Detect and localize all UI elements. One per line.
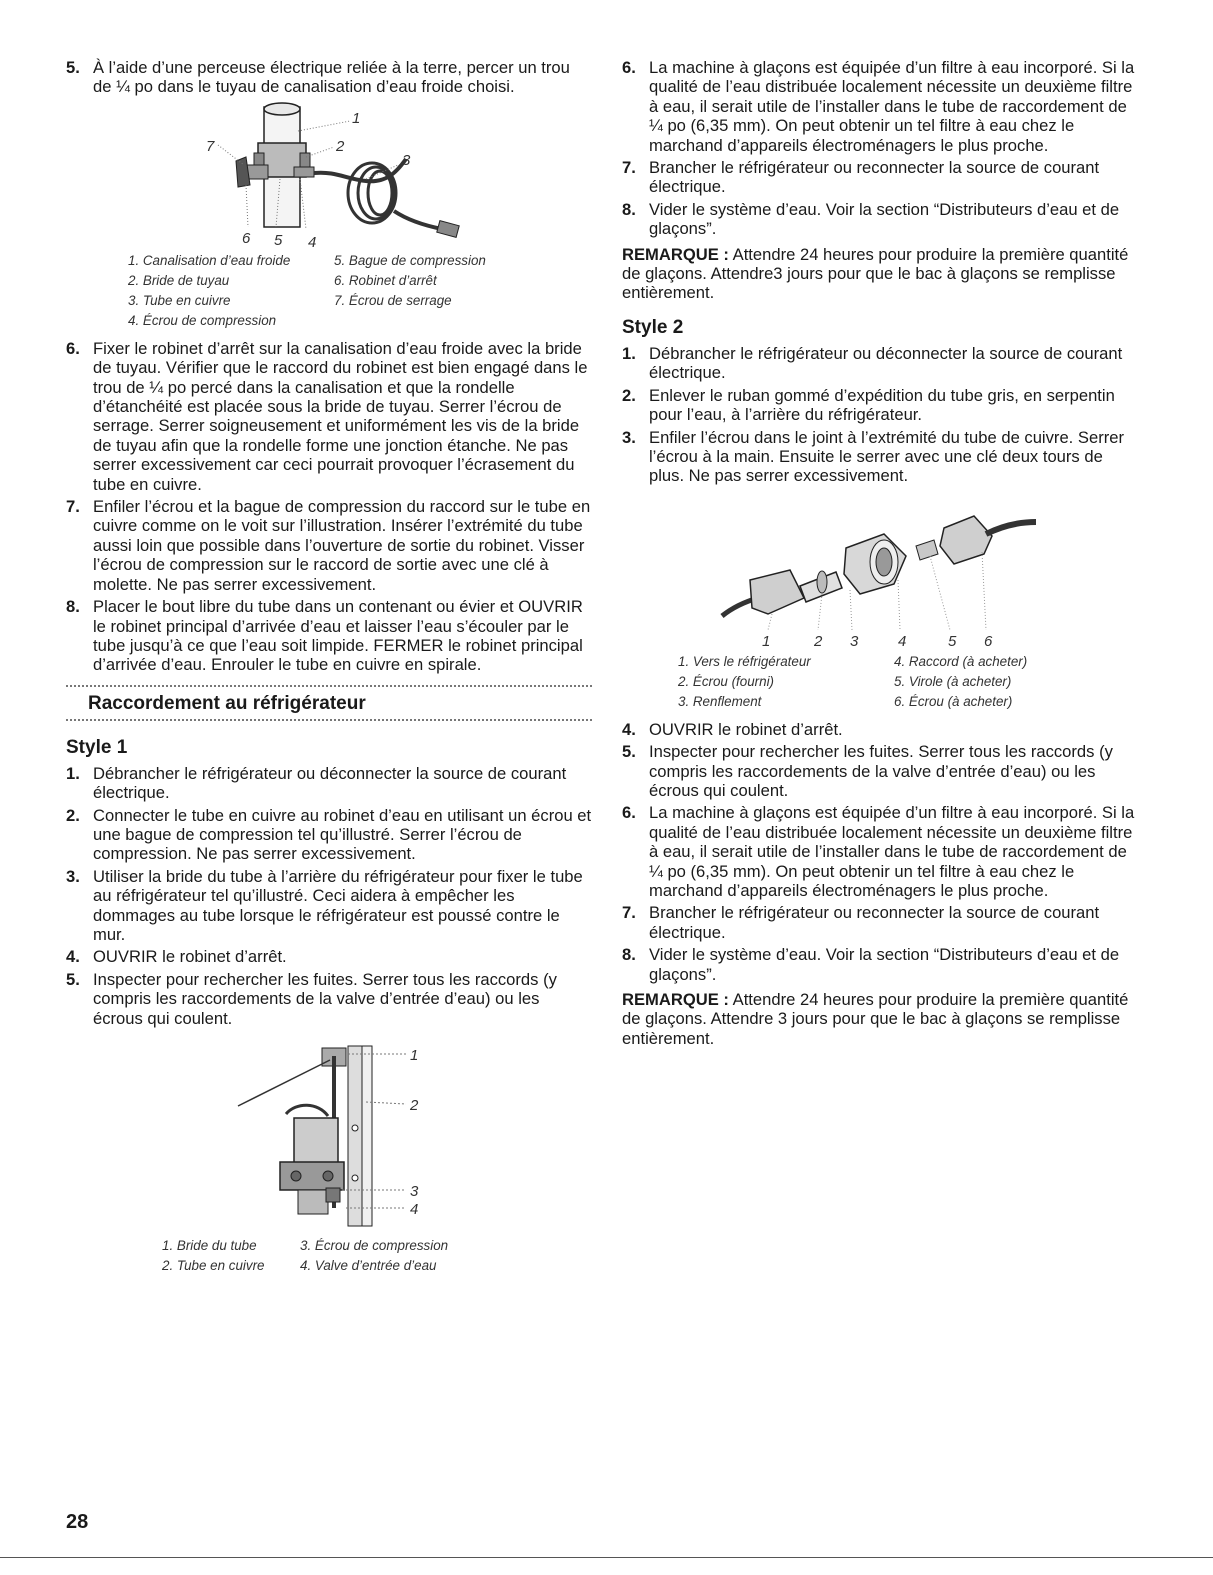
- step-number: 3.: [66, 866, 80, 886]
- step-number: 2.: [622, 385, 636, 405]
- callout-label: 6: [984, 632, 993, 650]
- remark-note: [622, 990, 1142, 1048]
- step-number: 8.: [622, 945, 636, 965]
- step-number: 3.: [622, 427, 636, 447]
- step-text: Enfiler l’écrou et la bague de compression du raccord sur le tube en cuivre comme on le voit sur l’illustration. Insérer l’extrémité du tube aussi loin que possible dans l’ouverture de sortie du robinet. Visser l’écrou de compression sur le raccord de sortie avec une clé à molette. Ne pas serrer excessivement.: [93, 497, 591, 594]
- callout-label: 5: [948, 632, 957, 650]
- legend-item: 6. Robinet d’arrêt: [334, 272, 437, 288]
- step-item: [66, 867, 592, 945]
- step-item: [622, 344, 1142, 383]
- callout-label: 2: [814, 632, 823, 650]
- step-item: [622, 386, 1142, 425]
- remark-text: Attendre 24 heures pour produire la première quantité de glaçons. Attendre3 jours pour que le bac à glaçons se remplisse entièrement.: [622, 244, 1129, 303]
- callout-label: 1: [762, 632, 771, 650]
- remark-label: REMARQUE :: [622, 244, 729, 264]
- callout-label: 1: [410, 1047, 419, 1064]
- step-item: [622, 428, 1142, 486]
- legend-item: 1. Vers le réfrigérateur: [678, 653, 811, 669]
- step-number: 4.: [66, 947, 80, 967]
- step-number: 7.: [622, 903, 636, 923]
- remark-label: REMARQUE :: [622, 990, 729, 1009]
- figure-fitting: [622, 490, 1142, 650]
- callout-label: 6: [242, 229, 251, 247]
- right-column: [622, 58, 1142, 1052]
- section-header: [66, 685, 592, 721]
- step-item: [622, 803, 1142, 900]
- step-number: 8.: [66, 597, 80, 617]
- step-text: Débrancher le réfrigérateur ou déconnecter la source de courant électrique.: [93, 763, 567, 803]
- remark-note: [622, 245, 1142, 303]
- step-text: Utiliser la bride du tube à l’arrière du réfrigérateur pour fixer le tube au réfrigérateur tel qu’illustré. Ceci aidera à empêcher les dommages au tube lorsque le réfrigérateur est poussé contre le mur.: [93, 866, 583, 944]
- callout-label: 4: [898, 632, 907, 650]
- step-item: [66, 764, 592, 803]
- step-number: 6.: [622, 58, 636, 77]
- step-item: [622, 742, 1142, 800]
- legend-item: 3. Écrou de compression: [300, 1238, 449, 1253]
- legend-item: 3. Renflement: [678, 693, 762, 709]
- step-text: Inspecter pour rechercher les fuites. Serrer tous les raccords (y compris les raccordements de la valve d’entrée d’eau) ou les écrous qui coulent.: [93, 969, 557, 1028]
- step-text: Inspecter pour rechercher les fuites. Serrer tous les raccords (y compris les raccordements de la valve d’entrée d’eau) ou les écrous qui coulent.: [649, 742, 1113, 800]
- step-item: [66, 970, 592, 1028]
- step-number: 8.: [622, 199, 636, 219]
- step-text: OUVRIR le robinet d’arrêt.: [649, 719, 843, 739]
- bottom-rule: [0, 1557, 1213, 1558]
- step-item: [622, 720, 1142, 739]
- step-text: La machine à glaçons est équipée d’un filtre à eau incorporé. Si la qualité de l’eau distribuée localement nécessite un deuxième filtre à eau, il serait utile de l’installer dans le tube de raccordement de ¼ po (6,35 mm). On peut obtenir un tel filtre à eau chez le marchand d’appareils électroménagers le plus proche.: [649, 803, 1135, 900]
- step-text: Connecter le tube en cuivre au robinet d’eau en utilisant un écrou et une bague de compression tel qu’illustré. Serrer l’écrou de compression. Ne pas serrer excessivement.: [93, 805, 592, 864]
- legend-item: 4. Raccord (à acheter): [894, 653, 1028, 669]
- step-item: [622, 58, 1142, 155]
- legend-item: 1. Canalisation d’eau froide: [128, 252, 291, 268]
- figure-shutoff-valve: [66, 101, 592, 249]
- step-text: Vider le système d’eau. Voir la section “Distributeurs d’eau et de glaçons”.: [649, 199, 1120, 239]
- step-item: [66, 597, 592, 675]
- section-title: Raccordement au réfrigérateur: [88, 692, 366, 714]
- shutoff-valve-illustration: [66, 101, 592, 249]
- legend-item: 4. Valve d’entrée d’eau: [300, 1258, 437, 1273]
- step-number: 7.: [622, 158, 636, 178]
- page-number: 28: [66, 1511, 89, 1533]
- left-column: [66, 58, 592, 1278]
- step-text: Vider le système d’eau. Voir la section “Distributeurs d’eau et de glaçons”.: [649, 945, 1120, 984]
- step-text: Placer le bout libre du tube dans un contenant ou évier et OUVRIR le robinet principal d’arrivée d’eau et laisser l’eau s’écouler par le tube jusqu’à ce que l’eau soit limpide. FERMER le robinet principal d’arrivée d’eau. Enrouler le tube en cuivre en spirale.: [93, 597, 583, 675]
- remark-text: Attendre 24 heures pour produire la première quantité de glaçons. Attendre 3 jours pour que le bac à glaçons se remplisse entièrement.: [622, 990, 1129, 1048]
- callout-label: 1: [352, 109, 361, 127]
- figure-legend: [622, 652, 1142, 714]
- legend-item: 2. Écrou (fourni): [678, 673, 775, 689]
- legend-item: 4. Écrou de compression: [128, 312, 277, 328]
- step-item: [66, 58, 592, 97]
- step-text: Enfiler l’écrou dans le joint à l’extrémité du tube de cuivre. Serrer l’écrou à la main. Ensuite le serrer avec une clé deux tours de plus. Ne pas serrer excessivement.: [649, 427, 1124, 486]
- step-item: [66, 806, 592, 864]
- step-text: Brancher le réfrigérateur ou reconnecter la source de courant électrique.: [649, 158, 1100, 197]
- step-item: [622, 945, 1142, 984]
- step-text: À l’aide d’une perceuse électrique reliée à la terre, percer un trou de ¼ po dans le tuyau de canalisation d’eau froide choisi.: [93, 58, 570, 97]
- step-text: Brancher le réfrigérateur ou reconnecter la source de courant électrique.: [649, 903, 1100, 942]
- figure-legend: [66, 251, 592, 331]
- figure-tube-clamp: [66, 1038, 592, 1234]
- callout-label: 2: [410, 1097, 419, 1114]
- step-number: 1.: [66, 763, 80, 783]
- legend-item: 5. Virole (à acheter): [894, 673, 1012, 689]
- step-number: 5.: [622, 742, 636, 762]
- callout-label: 7: [206, 137, 215, 155]
- step-number: 2.: [66, 805, 80, 825]
- legend-item: 2. Bride de tuyau: [128, 272, 230, 288]
- legend-item: 7. Écrou de serrage: [334, 292, 452, 308]
- style-heading: Style 2: [622, 316, 684, 338]
- step-item: [66, 947, 592, 966]
- callout-label: 2: [336, 137, 345, 155]
- callout-label: 4: [410, 1201, 419, 1218]
- legend-item: 6. Écrou (à acheter): [894, 693, 1013, 709]
- step-number: 6.: [66, 338, 80, 358]
- fitting-illustration: [622, 490, 1142, 650]
- step-item: [66, 339, 592, 494]
- step-text: Débrancher le réfrigérateur ou déconnecter la source de courant électrique.: [649, 343, 1123, 383]
- callout-label: 3: [410, 1183, 419, 1200]
- step-item: [622, 200, 1142, 239]
- step-text: OUVRIR le robinet d’arrêt.: [93, 947, 287, 967]
- step-number: 5.: [66, 969, 80, 989]
- figure-legend: [66, 1236, 592, 1278]
- callout-label: 5: [274, 231, 283, 249]
- callout-label: 4: [308, 233, 317, 249]
- step-number: 5.: [66, 58, 80, 77]
- step-number: 7.: [66, 497, 80, 517]
- step-item: [622, 903, 1142, 942]
- step-number: 1.: [622, 343, 636, 363]
- legend-item: 5. Bague de compression: [334, 252, 486, 268]
- step-text: La machine à glaçons est équipée d’un filtre à eau incorporé. Si la qualité de l’eau distribuée localement nécessite un deuxième filtre à eau, il serait utile de l’installer dans le tube de raccordement de ¼ po (6,35 mm). On peut obtenir un tel filtre à eau chez le marchand d’appareils électroménagers le plus proche.: [649, 58, 1135, 155]
- step-item: [622, 158, 1142, 197]
- step-number: 4.: [622, 719, 636, 739]
- divider: [66, 719, 592, 721]
- step-item: [66, 497, 592, 594]
- step-number: 6.: [622, 803, 636, 823]
- legend-item: 2. Tube en cuivre: [162, 1258, 265, 1273]
- legend-item: 1. Bride du tube: [162, 1238, 257, 1253]
- callout-label: 3: [850, 632, 859, 650]
- legend-item: 3. Tube en cuivre: [128, 292, 231, 308]
- style-heading: Style 1: [66, 736, 128, 758]
- step-text: Fixer le robinet d’arrêt sur la canalisation d’eau froide avec la bride de tuyau. Vérifier que le raccord du robinet est bien engagé dans le trou de ¼ po percé dans la canalisation et que la rondelle d’étanchéité est placée sous la bride de tuyau. Serrer l’écrou de serrage. Serrer soigneusement et uniformément les vis de la bride de tuyau afin que la rondelle forme une jonction étanche. Ne pas serrer excessivement car ceci pourrait provoquer l’écrasement du tube en cuivre.: [93, 338, 588, 494]
- tube-clamp-illustration: [66, 1038, 592, 1234]
- step-text: Enlever le ruban gommé d’expédition du tube gris, en serpentin pour l’eau, à l’arrière du réfrigérateur.: [649, 385, 1115, 425]
- callout-label: 3: [402, 151, 411, 169]
